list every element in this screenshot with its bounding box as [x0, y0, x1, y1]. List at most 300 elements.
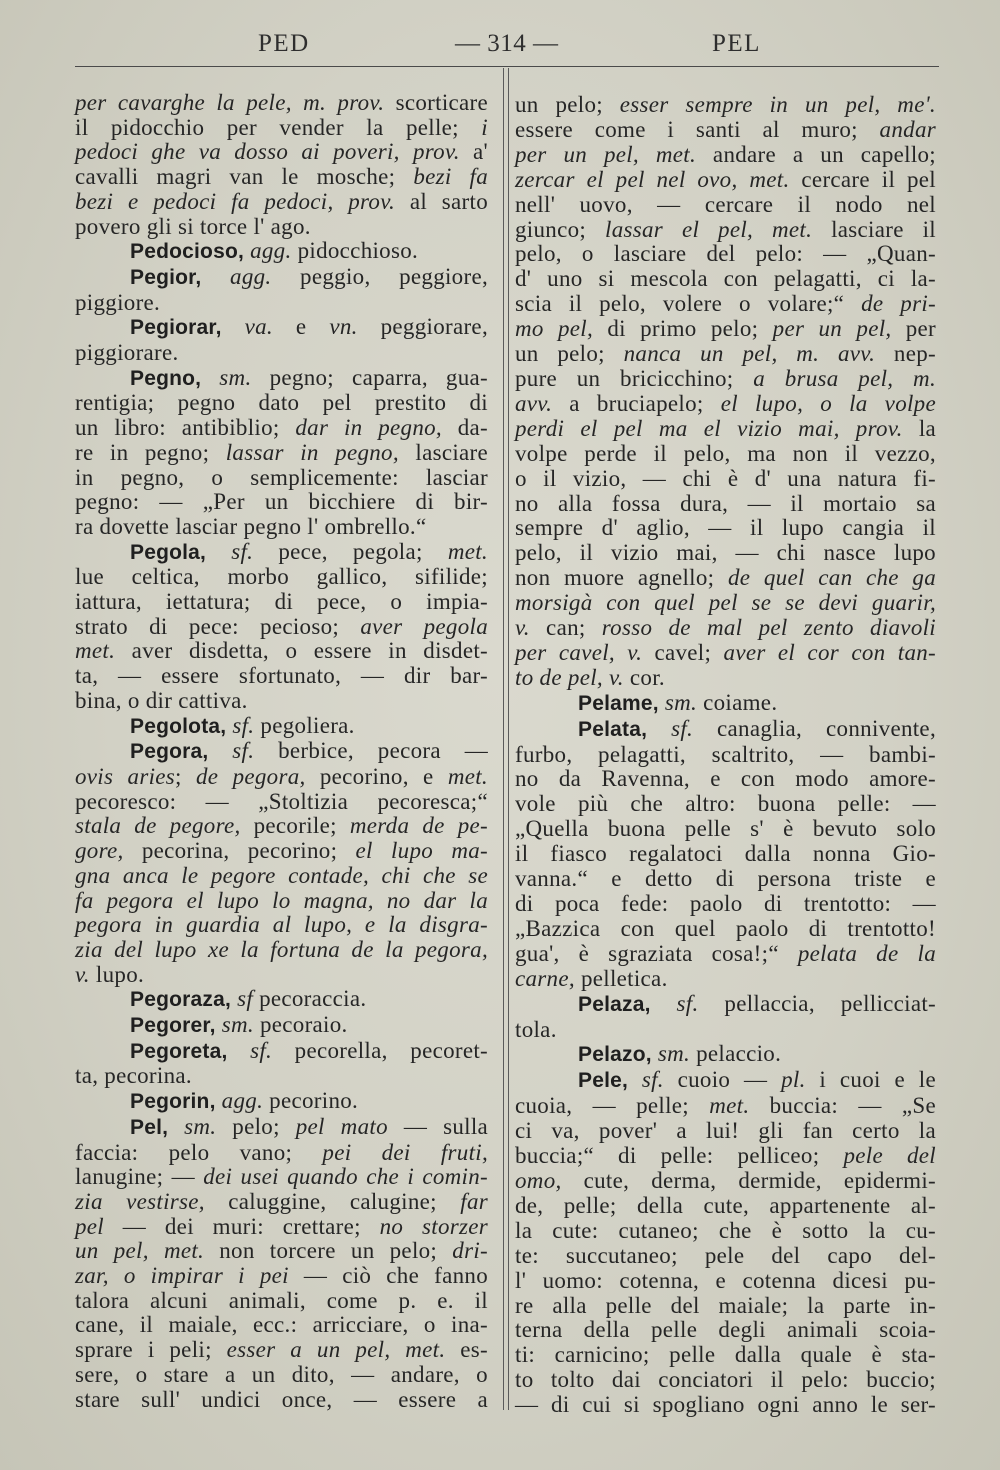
text-line: [515, 1169, 936, 1194]
text-line: [515, 342, 936, 367]
italic-text: per cavarghe la pele, m. prov.: [75, 90, 385, 115]
roman-text: o il vizio, — chi è d' una natura fi-: [515, 465, 936, 491]
roman-text: piggiorare.: [75, 340, 179, 366]
text-line: [75, 1141, 488, 1166]
text-line: [515, 442, 936, 467]
headword: Pele,: [578, 1069, 629, 1093]
roman-text: sempre d' aglio, — il lupo cangia il: [515, 515, 936, 541]
roman-text: re alla pelle del maiale; la parte in-: [515, 1292, 936, 1318]
roman-text: giunco;: [515, 216, 605, 242]
italic-text: sm.: [168, 1113, 217, 1139]
italic-text: pele del: [843, 1143, 936, 1169]
italic-text: perdi el pel ma el vizio mai, prov.: [515, 415, 903, 441]
roman-text: cavel;: [642, 639, 724, 665]
roman-text: vanna.“ e detto di persona triste e: [515, 866, 936, 892]
roman-text: cavalli magri van le mosche;: [75, 164, 414, 190]
text-line: [515, 917, 936, 942]
roman-text: faccia: pelo vano;: [75, 1139, 323, 1165]
text-line: [75, 490, 488, 515]
italic-text: lassar el pel, met.: [605, 216, 813, 242]
roman-text: cuoio —: [663, 1067, 782, 1093]
italic-text: stala de pegore,: [75, 813, 241, 839]
italic-text: pei dei fruti,: [322, 1139, 488, 1165]
text-line: [75, 140, 488, 165]
roman-text: cane, il maiale, ecc.: arricciare, o ina-: [75, 1312, 488, 1338]
italic-text: pel mato: [295, 1113, 388, 1139]
roman-text: pecoraccia.: [253, 986, 367, 1012]
roman-text: stare sull' undici once, — essere a: [75, 1386, 488, 1412]
text-line: [515, 743, 936, 768]
italic-text: el lupo, o la volpe: [720, 390, 936, 416]
roman-text: andare a un capello;: [696, 141, 936, 167]
roman-text: la cute: cutaneo; che è sotto la cu-: [515, 1217, 936, 1243]
roman-text: re in pegno;: [75, 439, 226, 465]
roman-text: pecorina, pecorino;: [123, 838, 356, 864]
text-line: [515, 1294, 936, 1319]
text-line: [515, 242, 936, 267]
text-line: [75, 116, 488, 141]
text-line: [515, 867, 936, 892]
text-line: [515, 1368, 936, 1393]
roman-text: l' uomo: cotenna, e cotenna dicesi pu-: [515, 1267, 936, 1293]
headword: Pedocioso,: [130, 240, 245, 264]
roman-text: caluggine, calugine;: [204, 1188, 461, 1214]
roman-text: piggiore.: [75, 289, 161, 315]
roman-text: cuoia, — pelle;: [515, 1093, 710, 1119]
text-line: [515, 1119, 936, 1144]
text-line: [515, 1018, 936, 1043]
roman-text: vole più che altro: buona pelle: —: [515, 791, 936, 817]
text-line: [75, 466, 488, 491]
italic-text: dar in pegno,: [295, 415, 442, 441]
column-left: [75, 91, 488, 1412]
italic-text: to de pel, v.: [515, 664, 624, 690]
roman-text: „Quella buona pelle s' è bevuto solo: [515, 816, 936, 842]
roman-text: talora alcuni animali, come p. e. il: [75, 1287, 488, 1313]
roman-text: ci va, pover' a lui! gli fan certo la: [515, 1118, 936, 1144]
text-line: [75, 889, 488, 914]
roman-text: al sarto: [395, 188, 488, 214]
roman-text: bina, o dir cattiva.: [75, 687, 248, 713]
italic-text: v.: [515, 615, 530, 641]
roman-text: buccia: — „Se: [749, 1093, 936, 1119]
text-line: [515, 566, 936, 591]
headword: Pegior,: [130, 265, 202, 289]
headword: Pelaza,: [578, 992, 651, 1016]
italic-text: no storzer: [379, 1213, 489, 1239]
text-line: [75, 1165, 488, 1190]
roman-text: pelo, il vizio mai, — chi nasce lupo: [515, 540, 936, 566]
text-line: [75, 265, 488, 291]
italic-text: a brusa pel, m.: [753, 365, 936, 391]
roman-text: pidocchioso.: [291, 238, 419, 264]
italic-text: agg.: [215, 1088, 264, 1114]
headword: Pelazo,: [578, 1043, 652, 1067]
text-line: [75, 1239, 488, 1264]
roman-text: pellaccia, pellicciat-: [698, 990, 936, 1016]
text-line: [75, 1013, 488, 1039]
text-line: [75, 565, 488, 590]
running-head-right: PEL: [712, 30, 761, 57]
roman-text: es-: [445, 1337, 488, 1363]
roman-text: un libro: antibiblio;: [75, 415, 296, 441]
italic-text: zercar el pel nel ovo, met.: [515, 166, 790, 192]
roman-text: — ciò che fanno: [288, 1263, 488, 1289]
italic-text: vn.: [329, 314, 358, 340]
italic-text: agg.: [201, 263, 272, 289]
italic-text: morsigà con quel pel se se devi guarir,: [515, 590, 936, 616]
roman-text: povero gli si torce l' ago.: [75, 213, 311, 239]
header-rule: [75, 66, 939, 67]
text-line: [75, 215, 488, 240]
italic-text: sf.: [647, 715, 694, 741]
text-line: [515, 1244, 936, 1269]
italic-text: met.: [75, 638, 116, 664]
roman-text: di poca fede: paolo di trentotto: —: [515, 891, 936, 916]
text-line: [75, 366, 488, 392]
text-line: [515, 892, 936, 917]
text-line: [515, 467, 936, 492]
italic-text: nanca un pel, m. avv.: [623, 341, 876, 367]
italic-text: agg.: [244, 238, 292, 264]
roman-text: i cuoi e le: [805, 1067, 936, 1093]
roman-text: pelletica.: [574, 965, 668, 991]
roman-text: tola.: [515, 1016, 557, 1042]
roman-text: ra dovette lasciar pegno l' ombrello.“: [75, 513, 427, 539]
roman-text: peggiorare,: [357, 314, 488, 340]
text-line: [75, 1313, 488, 1338]
roman-text: pecorella, pecoret-: [272, 1037, 488, 1063]
text-line: [75, 590, 488, 615]
roman-text: pecorino.: [263, 1088, 359, 1114]
text-line: [75, 190, 488, 215]
roman-text: to tolto dai conciatori il pelo: buccio;: [515, 1367, 936, 1393]
roman-text: cercare il pel: [789, 166, 936, 192]
italic-text: met.: [447, 538, 488, 564]
roman-text: lue celtica, morbo gallico, sifilide;: [75, 564, 488, 590]
text-line: [75, 441, 488, 466]
roman-text: lanugine; —: [75, 1164, 204, 1190]
roman-text: — sulla: [387, 1113, 489, 1139]
page-number: — 314 —: [455, 30, 559, 57]
roman-text: pecorile;: [240, 813, 350, 839]
italic-text: avv.: [515, 390, 553, 416]
roman-text: berbice, pecora —: [254, 738, 489, 764]
text-line: [75, 987, 488, 1013]
headword: Pegoraza,: [130, 988, 232, 1012]
roman-text: lasciare il: [812, 216, 936, 242]
roman-text: coiame.: [697, 689, 778, 715]
italic-text: merda de pe-: [349, 813, 488, 839]
roman-text: d' uno si mescola con pelagatti, ci la-: [515, 266, 936, 292]
roman-text: pecoraio.: [253, 1012, 348, 1038]
italic-text: lassar in pegno,: [225, 439, 399, 465]
text-line: [515, 1068, 936, 1094]
text-line: [515, 218, 936, 243]
italic-text: dei usei quando che i comin-: [203, 1164, 488, 1190]
roman-text: — di cui si spogliano ogni anno le ser-: [515, 1392, 936, 1418]
roman-text: essere come i santi al muro;: [515, 116, 880, 142]
roman-text: a': [459, 139, 488, 165]
column-right: [515, 93, 936, 1418]
roman-text: cute, derma, dermide, epidermi-: [561, 1167, 936, 1193]
italic-text: per un pel,: [772, 316, 892, 342]
roman-text: un pelo;: [515, 341, 624, 367]
text-line: [75, 1190, 488, 1215]
text-line: [515, 118, 936, 143]
text-line: [75, 315, 488, 341]
text-line: [75, 1039, 488, 1065]
italic-text: zia del lupo xe la fortuna de la pegora,: [75, 936, 488, 962]
roman-text: di primo pelo;: [593, 316, 773, 342]
text-line: [515, 842, 936, 867]
italic-text: fa pegora el lupo lo magna, no dar la: [75, 887, 488, 913]
roman-text: il pidocchio per vender la pelle;: [75, 114, 482, 140]
text-line: [75, 1215, 488, 1240]
text-line: [75, 913, 488, 938]
text-line: [515, 792, 936, 817]
text-line: [75, 615, 488, 640]
italic-text: rosso de mal pel zento diavoli: [601, 615, 936, 641]
roman-text: lupo.: [89, 961, 145, 987]
roman-text: te: succutaneo; pele del capo del-: [515, 1242, 936, 1268]
roman-text: sere, o stare a un dito, — andare, o: [75, 1361, 488, 1387]
roman-text: pure un bricicchino;: [515, 365, 754, 391]
roman-text: a bruciapelo;: [552, 390, 721, 416]
text-line: [515, 317, 936, 342]
text-line: [75, 938, 488, 963]
italic-text: far: [460, 1188, 488, 1214]
roman-text: volpe perde il pelo, ma non il vezzo,: [515, 440, 936, 466]
roman-text: canaglia, connivente,: [693, 715, 936, 741]
text-line: [515, 1343, 936, 1368]
text-line: [515, 417, 936, 442]
text-line: [75, 1363, 488, 1388]
italic-text: zar, o impirar i pei: [75, 1263, 289, 1289]
italic-text: esser a un pel, met.: [226, 1337, 446, 1363]
roman-text: non torcere un pelo;: [204, 1238, 453, 1264]
headword: Pelata,: [578, 717, 648, 741]
italic-text: sf.: [206, 538, 254, 564]
text-line: [515, 1194, 936, 1219]
text-line: [75, 1115, 488, 1141]
text-line: [515, 392, 936, 417]
italic-text: met.: [709, 1093, 750, 1119]
text-line: [515, 168, 936, 193]
italic-text: andar: [879, 116, 936, 142]
roman-text: peggio, peggiore,: [271, 263, 488, 289]
roman-text: „Bazzica con quel paolo di trentotto!: [515, 915, 936, 941]
text-line: [515, 1094, 936, 1119]
text-line: [75, 839, 488, 864]
text-line: [75, 1338, 488, 1363]
text-line: [515, 967, 936, 992]
roman-text: un pelo;: [515, 92, 620, 117]
italic-text: sf.: [628, 1067, 664, 1093]
text-line: [75, 814, 488, 839]
text-line: [75, 864, 488, 889]
text-line: [515, 1144, 936, 1169]
headword: Pegiorar,: [130, 316, 222, 340]
roman-text: gua', è sgraziata cosa!;“: [515, 940, 798, 966]
roman-text: no da Ravenna, e con modo amore-: [515, 766, 936, 792]
text-line: [515, 516, 936, 541]
roman-text: nell' uovo, — cercare il nodo nel: [515, 191, 936, 217]
text-line: [75, 291, 488, 316]
italic-text: pedoci ghe va dosso ai poveri, prov.: [75, 139, 460, 165]
column-divider: [503, 68, 509, 1410]
text-line: [75, 765, 488, 790]
roman-text: ;: [175, 763, 196, 789]
italic-text: pel: [75, 1213, 104, 1239]
text-line: [75, 1388, 488, 1413]
italic-text: bezi e pedoci fa pedoci, prov.: [75, 188, 396, 214]
text-line: [515, 942, 936, 967]
headword: Pel,: [130, 1115, 169, 1139]
roman-text: pegno; caparra, gua-: [251, 364, 489, 390]
italic-text: ovis aries: [75, 763, 176, 789]
italic-text: aver el cor con tan-: [723, 639, 937, 665]
italic-text: sm.: [651, 1041, 691, 1067]
roman-text: cor.: [623, 664, 665, 690]
text-line: [515, 1219, 936, 1244]
roman-text: pecoresco: — „Stoltizia pecoresca;“: [75, 788, 488, 814]
text-line: [75, 714, 488, 740]
text-line: [515, 717, 936, 743]
roman-text: in pegno, o semplicemente: lasciar: [75, 464, 488, 490]
italic-text: de pri-: [861, 291, 936, 317]
italic-text: sm.: [658, 689, 698, 715]
italic-text: un pel, met.: [75, 1238, 205, 1264]
roman-text: e: [272, 314, 330, 340]
roman-text: nep-: [875, 341, 936, 367]
roman-text: pelo;: [216, 1113, 296, 1139]
text-line: [515, 193, 936, 218]
roman-text: buccia;“ di pelle: pelliceo;: [515, 1143, 844, 1169]
italic-text: per cavel, v.: [515, 639, 643, 665]
italic-text: esser sempre in un pel, me'.: [619, 92, 936, 117]
headword: Pelame,: [578, 691, 659, 715]
roman-text: terna della pelle degli animali scoia-: [515, 1317, 936, 1343]
text-line: [75, 1064, 488, 1089]
text-line: [75, 963, 488, 988]
roman-text: pecorino, e: [305, 763, 448, 789]
text-line: [75, 1264, 488, 1289]
italic-text: bezi fa: [413, 164, 488, 190]
text-line: [515, 641, 936, 666]
text-line: [75, 1289, 488, 1314]
text-line: [75, 239, 488, 265]
roman-text: rentigia; pegno dato pel prestito di: [75, 390, 488, 416]
italic-text: el lupo ma-: [355, 838, 488, 864]
text-line: [75, 790, 488, 815]
text-line: [75, 540, 488, 566]
text-line: [515, 267, 936, 292]
text-line: [515, 1393, 936, 1418]
italic-text: va.: [221, 314, 273, 340]
roman-text: pegno: — „Per un bicchiere di bir-: [75, 489, 488, 515]
italic-text: dri-: [452, 1238, 488, 1264]
text-line: [515, 616, 936, 641]
italic-text: omo,: [515, 1167, 562, 1193]
roman-text: non muore agnello;: [515, 565, 728, 591]
text-line: [75, 689, 488, 714]
roman-text: per: [891, 316, 937, 342]
text-line: [515, 666, 936, 691]
italic-text: per un pel, met.: [515, 141, 697, 167]
italic-text: sf.: [226, 712, 255, 738]
text-line: [515, 767, 936, 792]
italic-text: carne,: [515, 965, 575, 991]
text-line: [75, 341, 488, 366]
text-line: [515, 541, 936, 566]
text-line: [515, 143, 936, 168]
italic-text: de pegora,: [196, 763, 306, 789]
roman-text: iattura, iettatura; di pece, o impia-: [75, 589, 488, 615]
italic-text: pl.: [781, 1067, 806, 1093]
text-line: [75, 739, 488, 765]
roman-text: il fiasco regalatoci dalla nonna Gio-: [515, 841, 936, 867]
text-line: [75, 664, 488, 689]
italic-text: sm.: [201, 364, 252, 390]
roman-text: lasciare: [398, 439, 488, 465]
headword: Pegorer,: [130, 1014, 216, 1038]
roman-text: sprare i peli;: [75, 1337, 227, 1363]
roman-text: ti: carnicino; pelle dalla quale è sta-: [515, 1342, 936, 1368]
roman-text: da-: [441, 415, 489, 441]
roman-text: pelaccio.: [690, 1041, 782, 1067]
text-line: [515, 1318, 936, 1343]
headword: Pegorin,: [130, 1090, 216, 1114]
roman-text: aver disdetta, o essere in disdet-: [115, 638, 488, 664]
roman-text: pelo, o lasciare del pelo: — „Quan-: [515, 241, 936, 267]
text-line: [515, 492, 936, 517]
headword: Pegolota,: [130, 714, 227, 738]
roman-text: la: [902, 415, 937, 441]
text-line: [515, 93, 936, 118]
roman-text: ta, — essere sfortunato, — dir bar-: [75, 663, 488, 689]
italic-text: gore,: [75, 838, 124, 864]
text-line: [75, 416, 488, 441]
italic-text: sf.: [208, 738, 255, 764]
text-line: [515, 817, 936, 842]
roman-text: can;: [529, 615, 602, 641]
italic-text: i: [481, 114, 488, 140]
roman-text: furbo, pelagatti, scaltrito, — bambi-: [515, 741, 936, 767]
text-line: [515, 992, 936, 1018]
text-line: [515, 1042, 936, 1068]
italic-text: sf.: [650, 990, 699, 1016]
headword: Pegoreta,: [130, 1039, 228, 1063]
text-line: [515, 1269, 936, 1294]
italic-text: pelata de la: [797, 940, 936, 966]
text-line: [75, 515, 488, 540]
italic-text: sf.: [227, 1037, 273, 1063]
italic-text: sm.: [215, 1012, 254, 1038]
roman-text: de, pelle; della cute, appartenente al-: [515, 1192, 936, 1218]
text-line: [75, 391, 488, 416]
text-line: [515, 691, 936, 717]
roman-text: pece, pegola;: [253, 538, 448, 564]
headword: Pegno,: [130, 366, 202, 390]
italic-text: de quel can che ga: [727, 565, 936, 591]
text-line: [515, 591, 936, 616]
text-line: [75, 91, 488, 116]
text-line: [515, 292, 936, 317]
italic-text: gna anca le pegore contade, chi che se: [75, 862, 488, 888]
roman-text: scia il pelo, volere o volare;“: [515, 291, 862, 317]
roman-text: ta, pecorina.: [75, 1063, 192, 1089]
